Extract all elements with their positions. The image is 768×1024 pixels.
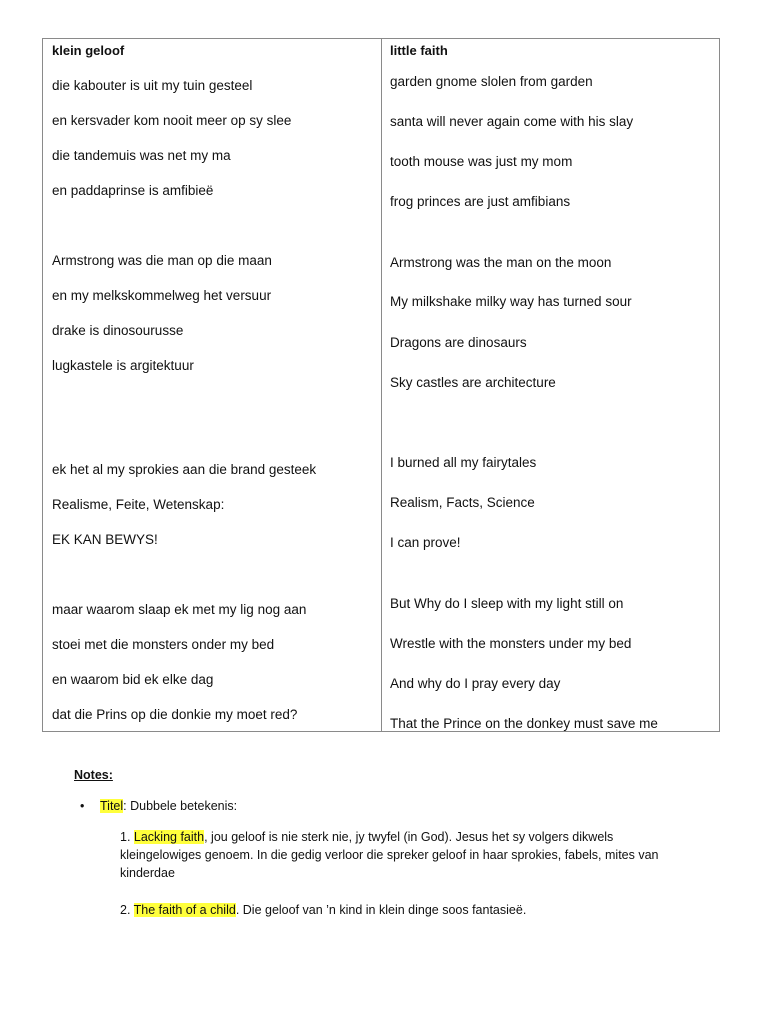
bullet-text: : Dubbele betekenis: [123,799,238,813]
english-line: Sky castles are architecture [390,375,556,390]
english-line: santa will never again come with his slay [390,114,634,129]
english-column [382,39,719,731]
bullet-dot-icon: • [80,799,85,813]
afrikaans-line: die kabouter is uit my tuin gesteel [52,78,253,93]
afrikaans-heading: klein geloof [52,43,125,58]
notes-title: Notes: [74,768,113,782]
afrikaans-line: ek het al my sprokies aan die brand gesteek [52,462,317,477]
afrikaans-line: Realisme, Feite, Wetenskap: [52,497,225,512]
poem-table [42,38,720,732]
english-line: Wrestle with the monsters under my bed [390,636,632,651]
english-line: tooth mouse was just my mom [390,154,573,169]
english-line: Dragons are dinosaurs [390,335,527,350]
english-line: I can prove! [390,535,461,550]
afrikaans-line: en waarom bid ek elke dag [52,672,214,687]
afrikaans-line: die tandemuis was net my ma [52,148,231,163]
note-item-2 [120,901,690,919]
english-line: Realism, Facts, Science [390,495,535,510]
afrikaans-line: drake is dinosourusse [52,323,184,338]
note-item-number: 1. [120,830,134,844]
afrikaans-column [43,39,382,731]
english-line: I burned all my fairytales [390,455,537,470]
notes-bullet [80,799,238,813]
note-item-text: , jou geloof is nie sterk nie, jy twyfel (in God). Jesus het sy volgers dikwels kleingelowiges genoem. In die gedig verloor die spreker geloof in haar sprokies, fabels, mites van kinderdae [120,830,659,880]
afrikaans-line: en kersvader kom nooit meer op sy slee [52,113,292,128]
english-line: frog princes are just amfibians [390,194,571,209]
afrikaans-line: dat die Prins op die donkie my moet red? [52,707,298,722]
english-line: garden gnome slolen from garden [390,74,593,89]
note-item-text: . Die geloof van ’n kind in klein dinge soos fantasieë. [235,903,527,917]
afrikaans-line: EK KAN BEWYS! [52,532,158,547]
english-line: That the Prince on the donkey must save me [390,716,658,731]
english-line: And why do I pray every day [390,676,561,691]
afrikaans-line: lugkastele is argitektuur [52,358,194,373]
note-item-1 [120,828,690,882]
afrikaans-line: Armstrong was die man op die maan [52,253,272,268]
note-item-number: 2. [120,903,134,917]
highlighted-term: The faith of a child [133,903,236,917]
afrikaans-line: en my melkskommelweg het versuur [52,288,272,303]
afrikaans-line: maar waarom slaap ek met my lig nog aan [52,602,307,617]
highlighted-term: Lacking faith [133,830,205,844]
highlighted-term: Titel [100,799,124,813]
english-line: My milkshake milky way has turned sour [390,294,632,309]
afrikaans-line: stoei met die monsters onder my bed [52,637,275,652]
afrikaans-line: en paddaprinse is amfibieë [52,183,214,198]
english-heading: little faith [390,43,448,58]
english-line: Armstrong was the man on the moon [390,255,612,270]
english-line: But Why do I sleep with my light still on [390,596,624,611]
